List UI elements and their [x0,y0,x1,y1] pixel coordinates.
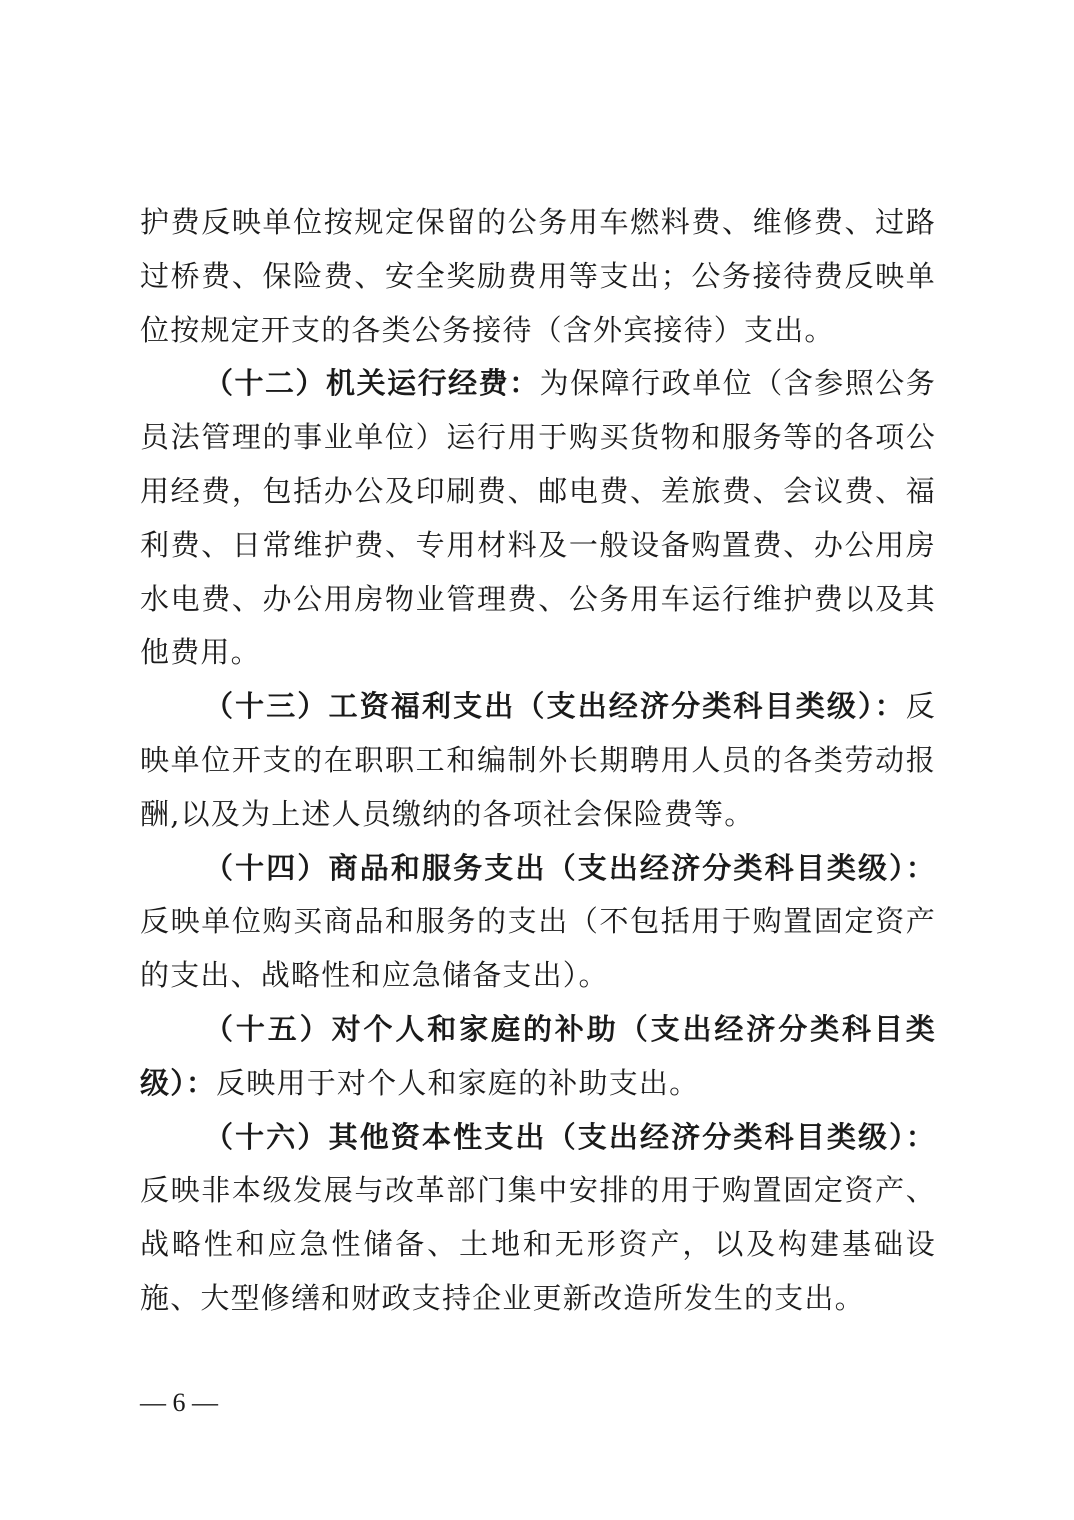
paragraph-15-household-subsidies [140,1003,936,1111]
paragraph-text: 反映用于对个人和家庭的补助支出。 [216,1065,700,1100]
paragraph-13-wages-welfare [140,680,936,841]
page-number: — 6 — [140,1388,218,1417]
paragraph-text: 反映非本级发展与改革部门集中安排的用于购置固定资产、战略性和应急性储备、土地和无形资产，以及构建基础设施、大型修缮和财政支持企业更新改造所发生的支出。 [140,1173,936,1315]
paragraph-text: 反映单位购买商品和服务的支出（不包括用于购置固定资产的支出、战略性和应急储备支出）。 [140,904,936,993]
paragraph-heading: （十二）机关运行经费： [204,366,540,401]
paragraph-heading: （十三）工资福利支出（支出经济分类科目类级）： [204,689,906,724]
paragraph-14-goods-services [140,842,936,1003]
paragraph-heading: （十五）对个人和家庭的补助（支出经济分类科目类级）： [140,1011,936,1100]
paragraph-16-other-capital [140,1111,936,1326]
paragraph-heading: （十四）商品和服务支出（支出经济分类科目类级）： [204,850,936,885]
paragraph-text: 反映单位开支的在职职工和编制外长期聘用人员的各类劳动报酬,以及为上述人员缴纳的各项社会保险费等。 [140,689,936,831]
paragraph-text: 为保障行政单位（含参照公务员法管理的事业单位）运行用于购买货物和服务等的各项公用经费，包括办公及印刷费、邮电费、差旅费、会议费、福利费、日常维护费、专用材料及一般设备购置费、办公用房水电费、办公用房物业管理费、公务用车运行维护费以及其他费用。 [140,366,936,670]
document-body [140,196,936,1326]
paragraph-text: 护费反映单位按规定保留的公务用车燃料费、维修费、过路过桥费、保险费、安全奖励费用等支出；公务接待费反映单位按规定开支的各类公务接待（含外宾接待）支出。 [140,205,936,347]
paragraph-continuation [140,196,936,357]
paragraph-12-operating-expenses [140,357,936,680]
paragraph-heading: （十六）其他资本性支出（支出经济分类科目类级）： [204,1119,936,1154]
